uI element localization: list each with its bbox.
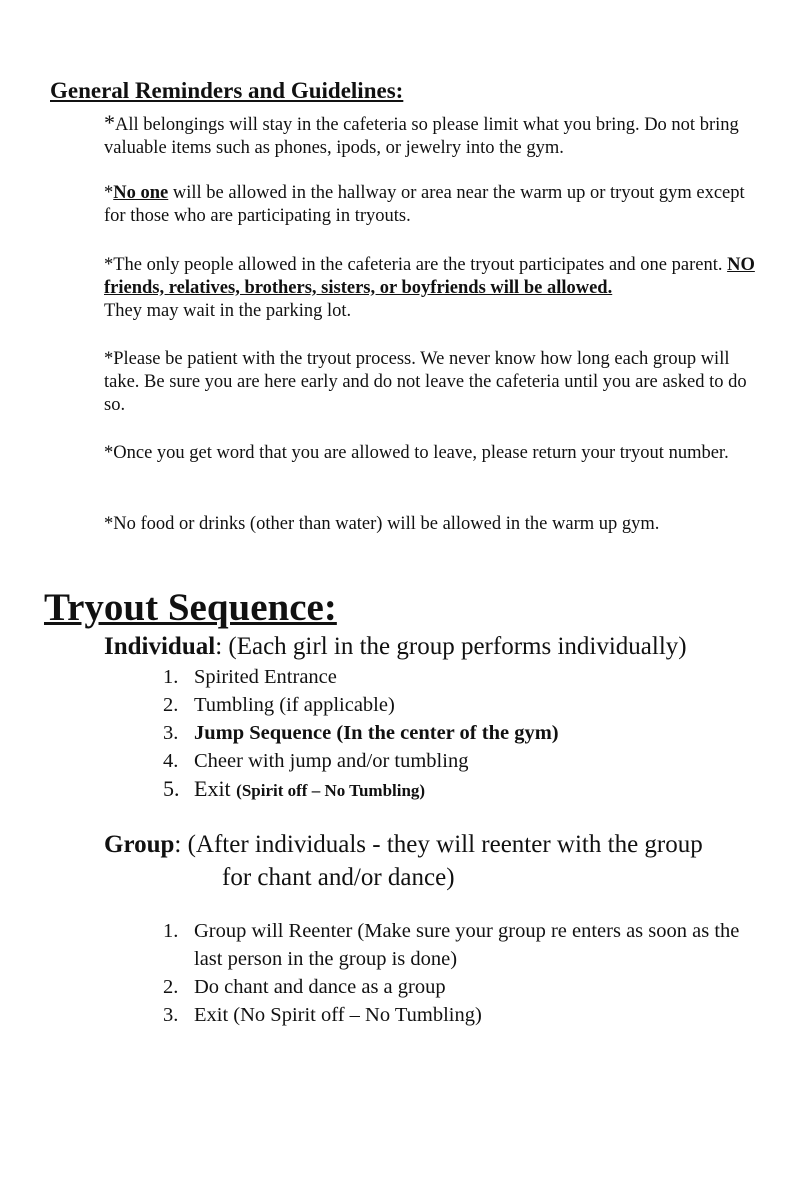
step-text: Do chant and dance as a group [194,976,446,998]
asterisk: * [104,183,114,203]
step-text: Spirited Entrance [194,666,337,688]
reminder-cafeteria [104,254,764,323]
asterisk: * [104,110,115,135]
list-item [163,691,763,719]
step-text: Exit (No Spirit off – No Tumbling) [194,1004,482,1026]
step-text: Cheer with jump and/or tumbling [194,750,469,772]
group-steps-list [163,917,763,1029]
list-item [163,775,763,805]
reminder-hallway [104,182,764,228]
step-number: 2. [163,694,179,716]
reminder-text: *The only people allowed in the cafeteria are the tryout participates and one parent. [104,255,728,275]
emphasis-no: NO [727,255,755,275]
individual-desc: : (Each girl in the group performs individually) [215,633,687,660]
reminder-text: All belongings will stay in the cafeteria so please limit what you bring. Do not bring valuable items such as phones, ipods, or jewelry into the gym. [104,115,739,158]
emphasis-not-allowed: friends, relatives, brothers, sisters, or boyfriends will be allowed. [104,278,613,298]
list-item [163,917,763,973]
list-item [163,663,763,691]
step-number: 3. [163,722,179,744]
step-number: 5. [163,776,180,801]
step-text: Group will Reenter (Make sure your group re enters as soon as the last person in the group is done) [194,920,740,970]
group-section-heading [104,828,703,894]
reminder-patience: *Please be patient with the tryout process. We never know how long each group will take. Be sure you are here early and do not leave the cafeteria until you are asked to do so. [104,349,747,415]
list-item [163,719,763,747]
individual-steps-list [163,663,763,805]
reminder-text: They may wait in the parking lot. [104,301,352,321]
step-note: (Spirit off – No Tumbling) [236,781,426,800]
step-number: 3. [163,1004,179,1026]
individual-section-heading [104,630,687,663]
reminders-heading: General Reminders and Guidelines: [50,78,404,103]
step-number: 4. [163,750,179,772]
group-label: Group [104,831,175,858]
reminder-text: will be allowed in the hallway or area near the warm up or tryout gym except for those who are participating in tryouts. [104,183,745,226]
step-number: 1. [163,666,179,688]
list-item [163,747,763,775]
reminder-tryout-number: *Once you get word that you are allowed to leave, please return your tryout number. [104,443,729,463]
reminder-belongings [104,111,764,160]
reminder-food: *No food or drinks (other than water) will be allowed in the warm up gym. [104,514,660,534]
group-desc-continued: for chant and/or dance) [222,864,455,891]
tryout-sequence-heading: Tryout Sequence: [44,586,337,629]
individual-label: Individual [104,633,216,660]
step-number: 2. [163,976,179,998]
list-item [163,973,763,1001]
step-text: Tumbling (if applicable) [194,694,395,716]
step-text: Exit [194,776,231,801]
list-item [163,1001,763,1029]
step-number: 1. [163,920,179,942]
emphasis-no-one: No one [113,183,169,203]
step-text: Jump Sequence (In the center of the gym) [194,722,559,744]
group-desc: : (After individuals - they will reenter with the group [174,831,703,858]
